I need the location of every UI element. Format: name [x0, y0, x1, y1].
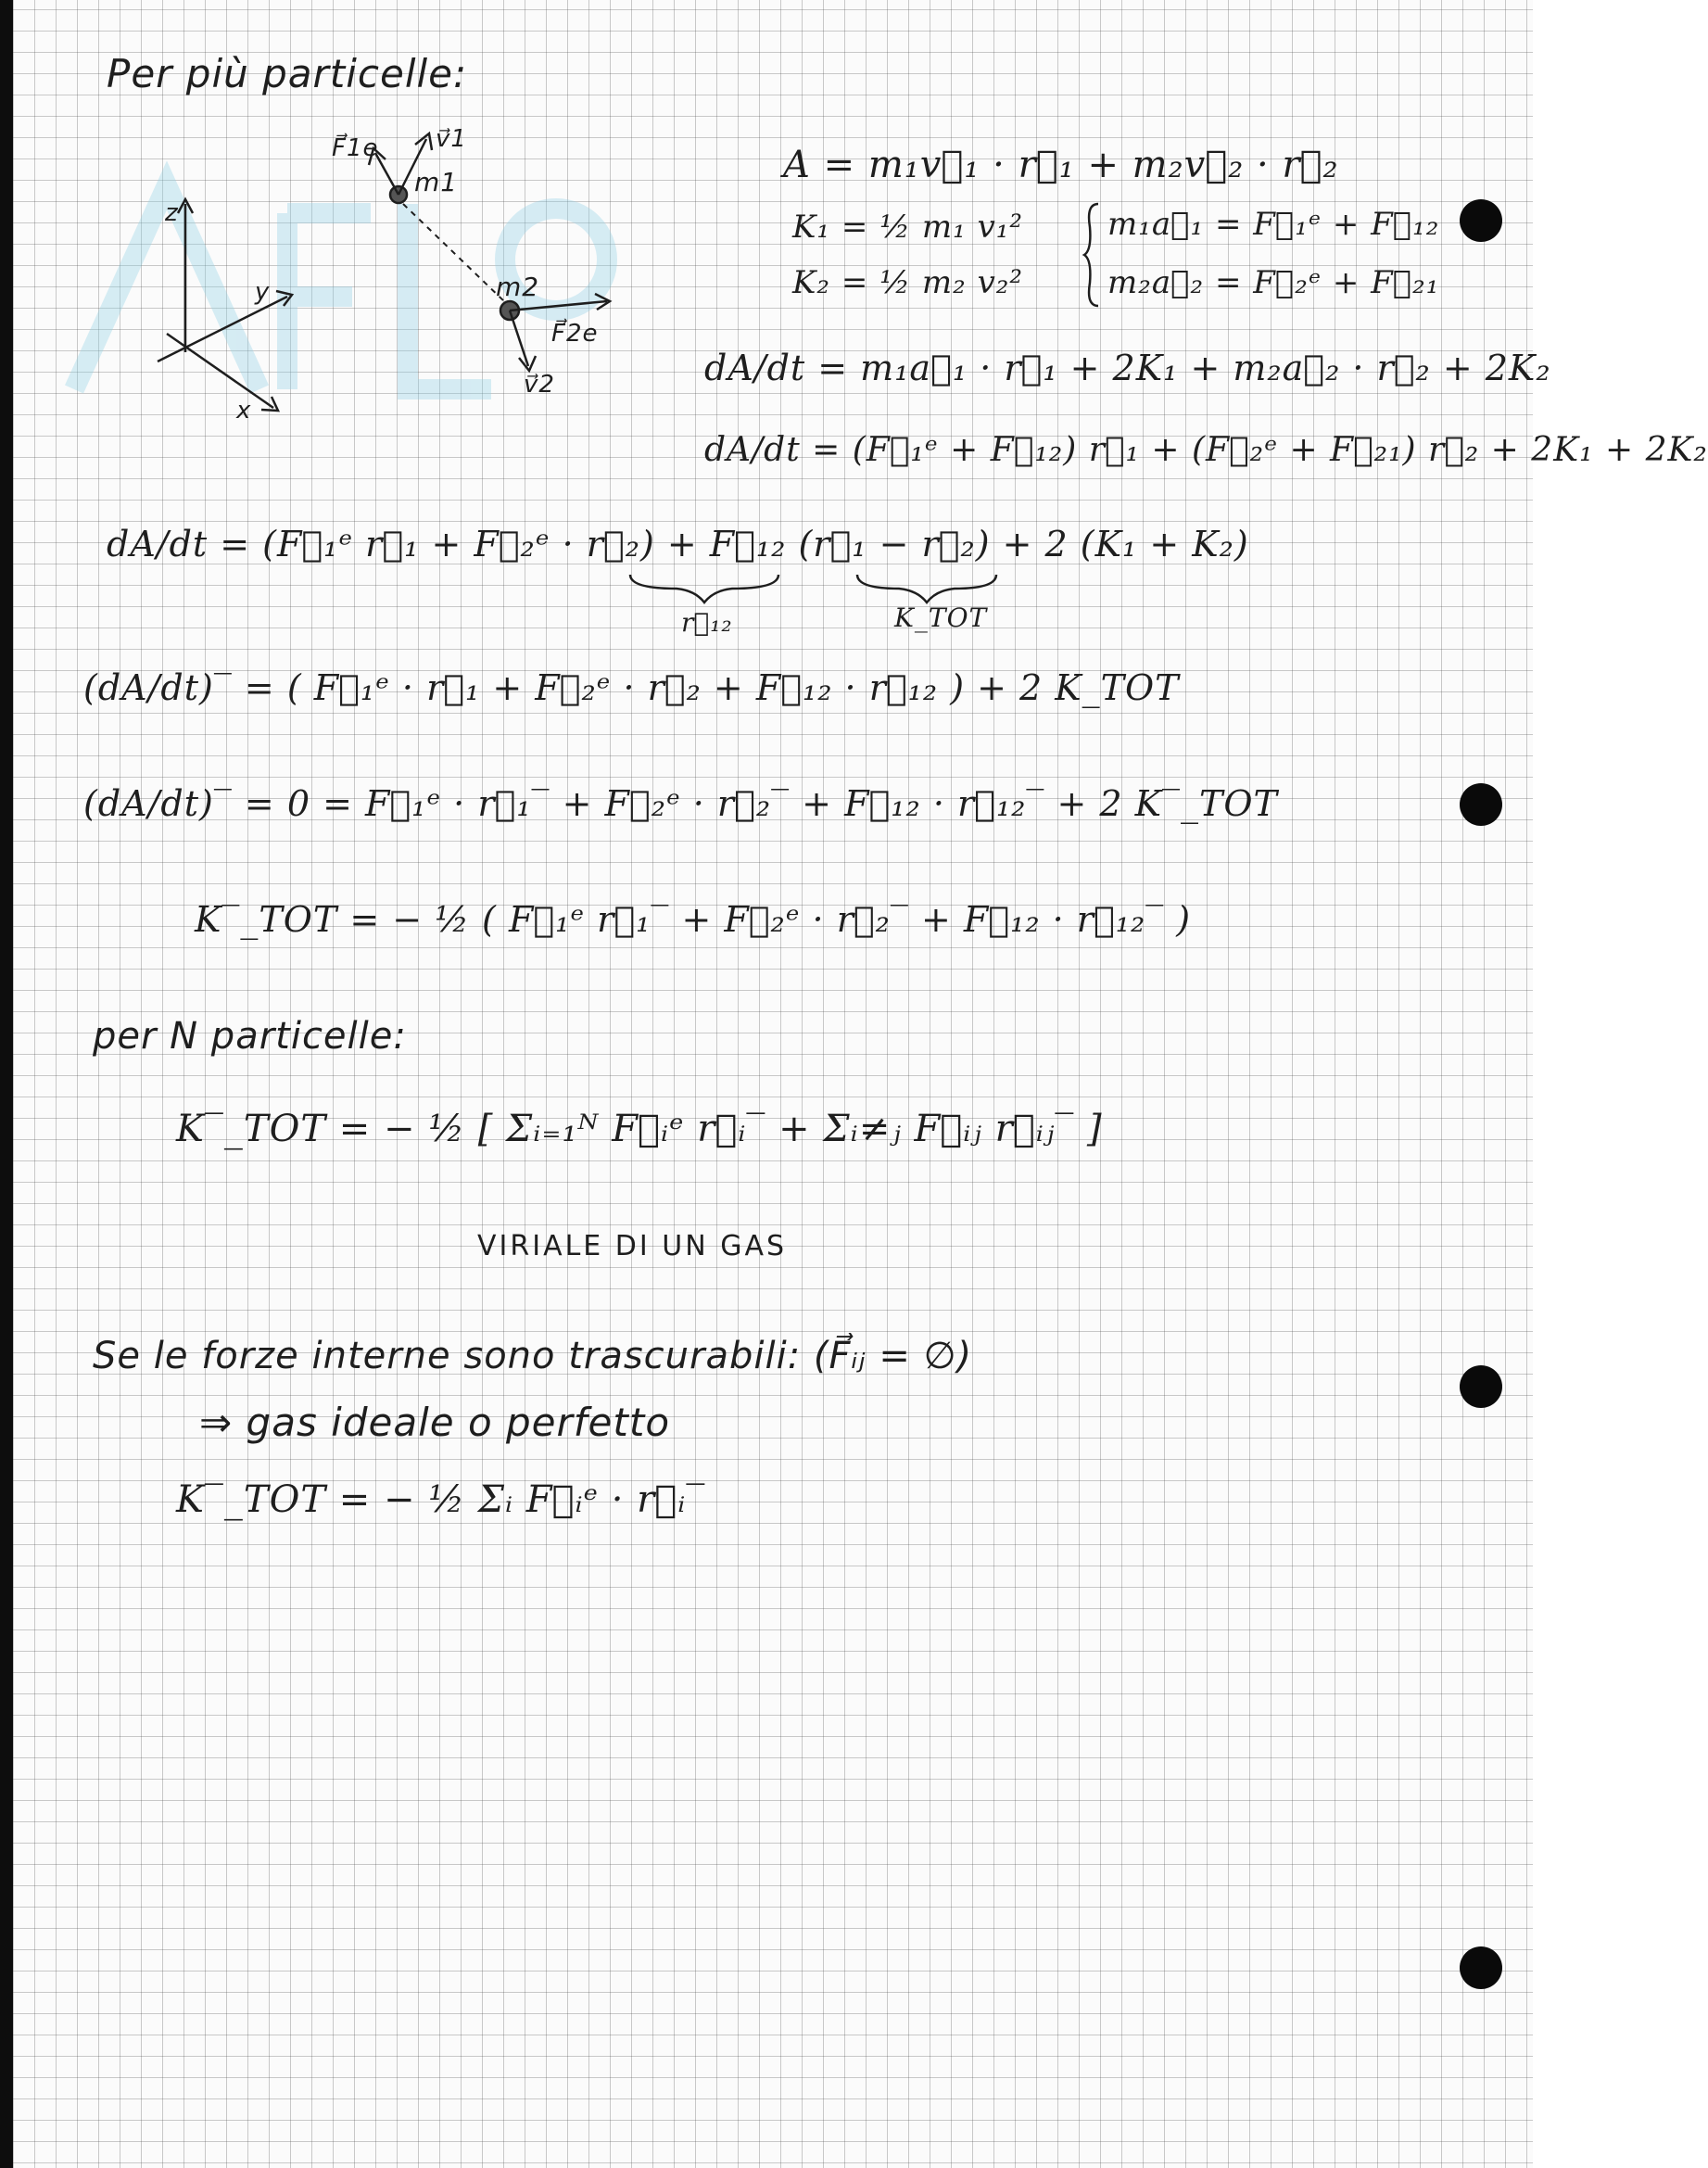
punch-hole — [1460, 1946, 1502, 1989]
gas-result-line: ⇒ gas ideale o perfetto — [199, 1400, 671, 1445]
equation-K1: K₁ = ½ m₁ v₁² — [792, 209, 1024, 246]
equation-dAdt-2: dA/dt = (F⃗₁ᵉ + F⃗₁₂) r⃗₁ + (F⃗₂ᵉ + F⃗₂₁) r⃗₂ + 2K₁ + 2K₂ — [704, 431, 1708, 469]
mass2-label: m2 — [496, 272, 540, 302]
equation-K2: K₂ = ½ m₂ v₂² — [792, 264, 1024, 301]
force2-label: F⃗2e — [551, 320, 599, 348]
left-margin-bar — [0, 0, 13, 2168]
underbraces — [621, 570, 1029, 607]
force1-label: F⃗1e — [332, 134, 379, 162]
section-title: VIRIALE DI UN GAS — [477, 1230, 788, 1262]
system-eq-2: m₂a⃗₂ = F⃗₂ᵉ + F⃗₂₁ — [1107, 264, 1440, 301]
punch-hole — [1460, 199, 1502, 242]
n-particles-heading: per N particelle: — [93, 1015, 407, 1058]
equation-average-1: (dA/dt)‾ = ( F⃗₁ᵉ · r⃗₁ + F⃗₂ᵉ · r⃗₂ + F⃗₁₂ · r⃗₁₂ ) + 2 K_TOT — [83, 667, 1180, 708]
equation-average-2: (dA/dt)‾ = 0 = F⃗₁ᵉ · r⃗₁‾ + F⃗₂ᵉ · r⃗₂‾ + F⃗₁₂ · r⃗₁₂‾ + 2 K‾_TOT — [83, 783, 1278, 824]
punch-hole — [1460, 783, 1502, 826]
axis-z-label: z — [165, 199, 179, 227]
equation-ktot: K‾_TOT = − ½ ( F⃗₁ᵉ r⃗₁‾ + F⃗₂ᵉ · r⃗₂‾ + F⃗₁₂ · r⃗₁₂‾ ) — [195, 899, 1192, 940]
velocity2-label: v⃗2 — [524, 371, 555, 399]
particle-diagram — [139, 120, 658, 426]
equation-A: A = m₁v⃗₁ · r⃗₁ + m₂v⃗₂ · r⃗₂ — [783, 144, 1339, 186]
axis-y-label: y — [255, 278, 271, 306]
punch-hole — [1460, 1365, 1502, 1408]
heading: Per più particelle: — [107, 51, 468, 96]
equation-dAdt-1: dA/dt = m₁a⃗₁ · r⃗₁ + 2K₁ + m₂a⃗₂ · r⃗₂ + 2K₂ — [704, 348, 1551, 388]
brace-label-r12: r⃗₁₂ — [681, 607, 733, 638]
mass1-label: m1 — [414, 167, 459, 197]
gas-condition-line: Se le forze interne sono trascurabili: (F⃗ᵢⱼ = ∅) — [93, 1335, 973, 1377]
system-eq-1: m₁a⃗₁ = F⃗₁ᵉ + F⃗₁₂ — [1107, 206, 1440, 243]
brace-label-ktot: K_TOT — [894, 602, 988, 633]
equation-ktot-n: K‾_TOT = − ½ [ Σᵢ₌₁ᴺ F⃗ᵢᵉ r⃗ᵢ‾ + Σᵢ≠ⱼ F⃗ᵢⱼ r⃗ᵢⱼ‾ ] — [176, 1108, 1103, 1150]
system-brace — [1084, 199, 1103, 311]
velocity1-label: v⃗1 — [436, 125, 467, 153]
equation-dAdt-3: dA/dt = (F⃗₁ᵉ r⃗₁ + F⃗₂ᵉ · r⃗₂) + F⃗₁₂ (r⃗₁ − r⃗₂) + 2 (K₁ + K₂) — [107, 524, 1249, 564]
equation-gas-ktot: K‾_TOT = − ½ Σᵢ F⃗ᵢᵉ · r⃗ᵢ‾ — [176, 1478, 706, 1521]
axis-x-label: x — [236, 397, 252, 425]
